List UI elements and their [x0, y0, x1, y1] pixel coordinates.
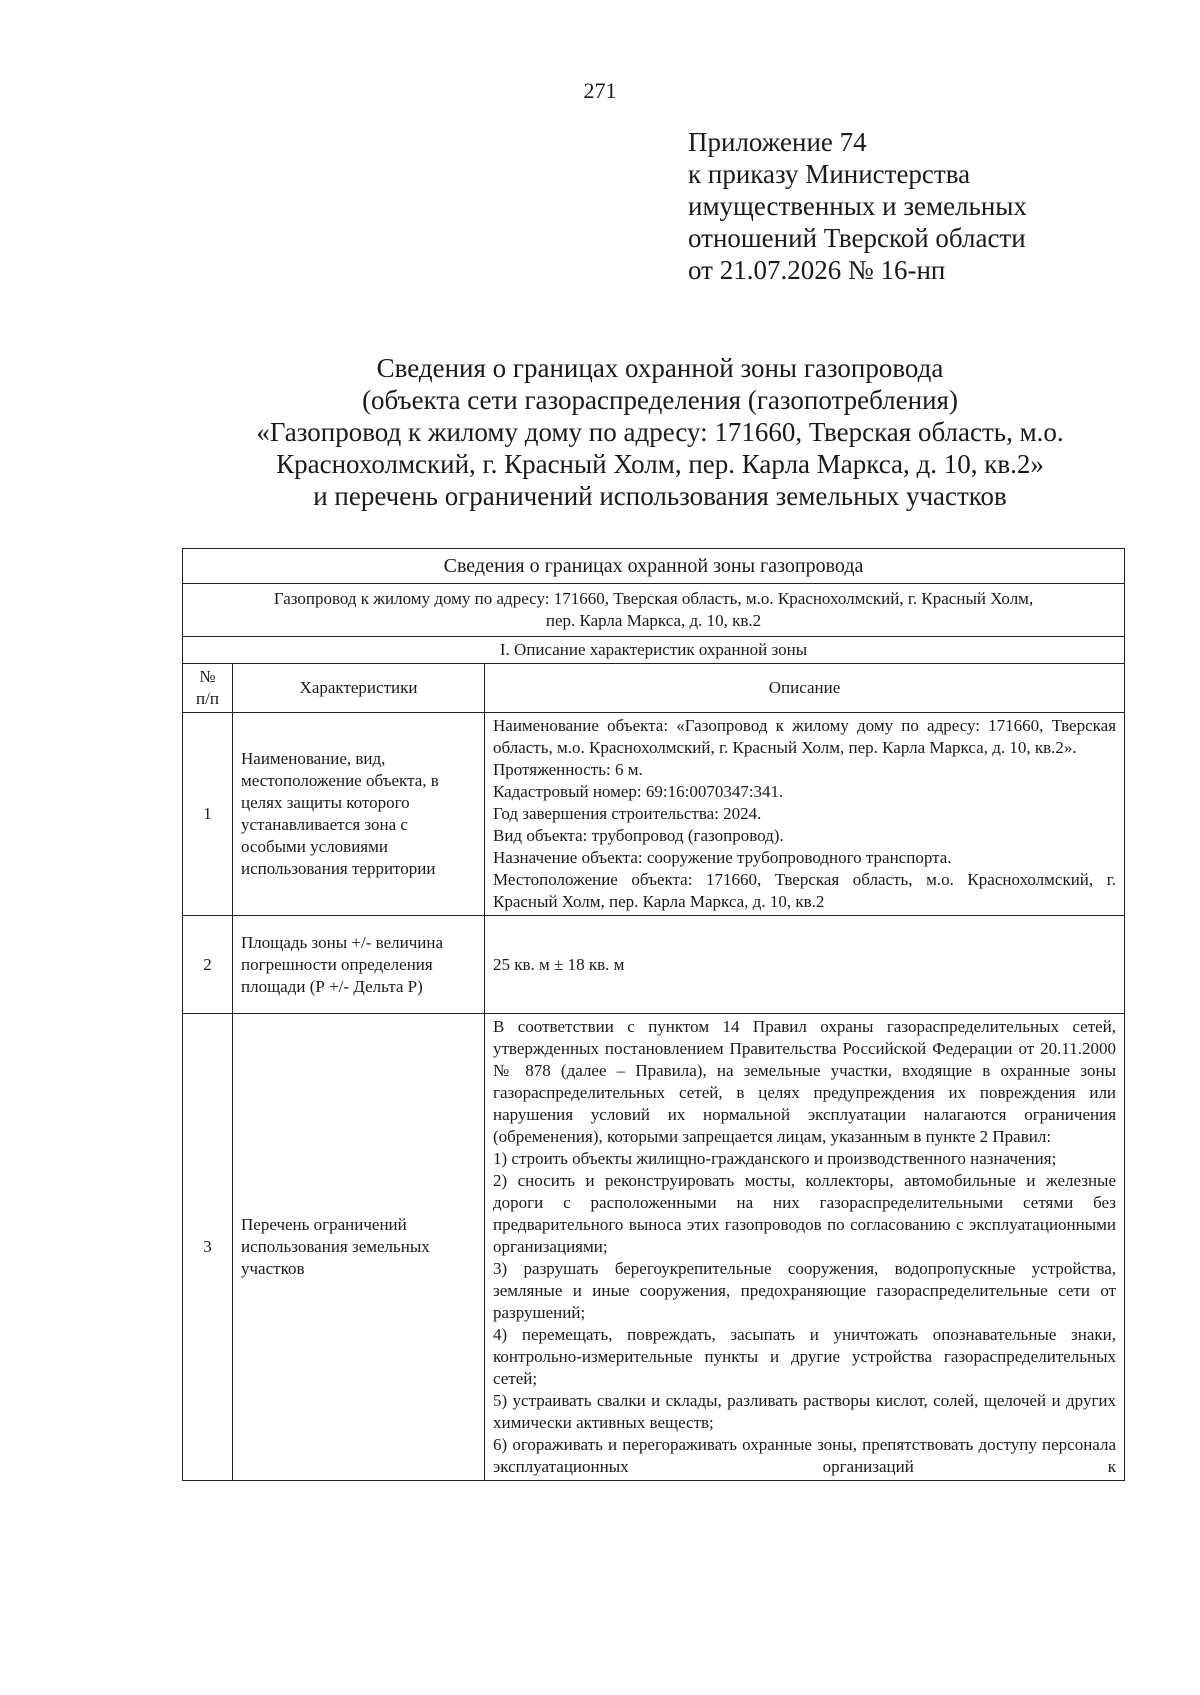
- column-header-row: [183, 664, 1125, 713]
- title-line: (объекта сети газораспределения (газопотребления): [362, 385, 958, 415]
- section-row: [183, 637, 1125, 664]
- description-line: В соответствии с пунктом 14 Правил охраны газораспределительных сетей, утвержденных постановлением Правительства Российской Федерации от 20.11.2000 № 878 (далее – Правила), на земельные участки, входящие в охранные зоны газораспределительных сетей, в целях предупреждения их повреждения или нарушения условий их нормальной эксплуатации налагаются ограничения (обременения), которыми запрещается лицам, указанным в пункте 2 Правил:: [493, 1017, 1117, 1146]
- description-line: 2) сносить и реконструировать мосты, коллекторы, автомобильные и железные дороги с расположенными на них газораспределительными сетями без предварительного выноса этих газопроводов по согласованию с эксплуатационными организациями;: [493, 1171, 1117, 1256]
- row-number: 3: [183, 1014, 233, 1481]
- title-line: и перечень ограничений использования земельных участков: [313, 481, 1007, 511]
- object-row: [183, 584, 1125, 637]
- page-number: 271: [583, 78, 617, 103]
- description-line: 3) разрушать берегоукрепительные сооружения, водопропускные устройства, земляные и иные сооружения, предохраняющие газораспределительные сети от разрушений;: [493, 1259, 1117, 1322]
- row-description: [485, 1014, 1125, 1481]
- object-line: пер. Карла Маркса, д. 10, кв.2: [545, 611, 762, 630]
- table-row: [183, 713, 1125, 916]
- appendix-line: отношений Тверской области: [688, 223, 1026, 253]
- description-line: Наименование объекта: «Газопровод к жилому дому по адресу: 171660, Тверская область, м.о. Краснохолмский, г. Красный Холм, пер. Карла Маркса, д. 10, кв.2».: [493, 716, 1117, 757]
- object-description: [183, 584, 1125, 637]
- appendix-line: имущественных и земельных: [688, 191, 1027, 221]
- description-line: Кадастровый номер: 69:16:0070347:341.: [493, 782, 784, 801]
- appendix-block: [688, 126, 1027, 286]
- object-line: Газопровод к жилому дому по адресу: 171660, Тверская область, м.о. Краснохолмский, г. Красный Холм,: [273, 589, 1034, 608]
- row-description: [485, 713, 1125, 916]
- title-line: Краснохолмский, г. Красный Холм, пер. Карла Маркса, д. 10, кв.2»: [276, 449, 1044, 479]
- row-characteristic: Перечень ограничений использования земельных участков: [233, 1014, 485, 1481]
- column-header-characteristics: Характеристики: [233, 664, 485, 713]
- description-line: Местоположение объекта: 171660, Тверская область, м.о. Краснохолмский, г. Красный Холм, пер. Карла Маркса, д. 10, кв.2: [493, 870, 1117, 911]
- description-line: 4) перемещать, повреждать, засыпать и уничтожать опознавательные знаки, контрольно-измерительные пункты и другие устройства газораспределительных сетей;: [493, 1325, 1117, 1388]
- column-header-description: Описание: [485, 664, 1125, 713]
- description-line: Протяженность: 6 м.: [493, 760, 643, 779]
- appendix-line: от 21.07.2026 № 16-нп: [688, 255, 946, 285]
- column-header-number: № п/п: [183, 664, 233, 713]
- table-header: Сведения о границах охранной зоны газопровода: [183, 549, 1125, 584]
- title-line: «Газопровод к жилому дому по адресу: 171660, Тверская область, м.о.: [256, 417, 1064, 447]
- document-title: [0, 352, 1200, 512]
- description-line: Год завершения строительства: 2024.: [493, 804, 762, 823]
- row-number: 2: [183, 916, 233, 1014]
- section-title: I. Описание характеристик охранной зоны: [183, 637, 1125, 664]
- description-line: Назначение объекта: сооружение трубопроводного транспорта.: [493, 848, 952, 867]
- appendix-line: к приказу Министерства: [688, 159, 971, 189]
- description-line: Вид объекта: трубопровод (газопровод).: [493, 826, 784, 845]
- table-header-row: [183, 549, 1125, 584]
- row-characteristic: Площадь зоны +/- величина погрешности определения площади (Р +/- Дельта Р): [233, 916, 485, 1014]
- row-number: 1: [183, 713, 233, 916]
- description-line: 25 кв. м ± 18 кв. м: [493, 954, 625, 974]
- row-description: [485, 916, 1125, 1014]
- description-line: 1) строить объекты жилищно-гражданского и производственного назначения;: [493, 1149, 1057, 1168]
- zone-table-container: [182, 548, 1124, 1481]
- description-line: 5) устраивать свалки и склады, разливать растворы кислот, солей, щелочей и других химически активных веществ;: [493, 1391, 1117, 1432]
- table-row: [183, 1014, 1125, 1481]
- title-line: Сведения о границах охранной зоны газопровода: [376, 353, 944, 383]
- table-row: [183, 916, 1125, 1014]
- row-characteristic: Наименование, вид, местоположение объекта, в целях защиты которого устанавливается зона с особыми условиями использования территории: [233, 713, 485, 916]
- description-line: 6) огораживать и перегораживать охранные зоны, препятствовать доступу персонала эксплуатационных организаций к: [493, 1435, 1117, 1476]
- appendix-line: Приложение 74: [688, 127, 867, 157]
- zone-table: [182, 548, 1125, 1481]
